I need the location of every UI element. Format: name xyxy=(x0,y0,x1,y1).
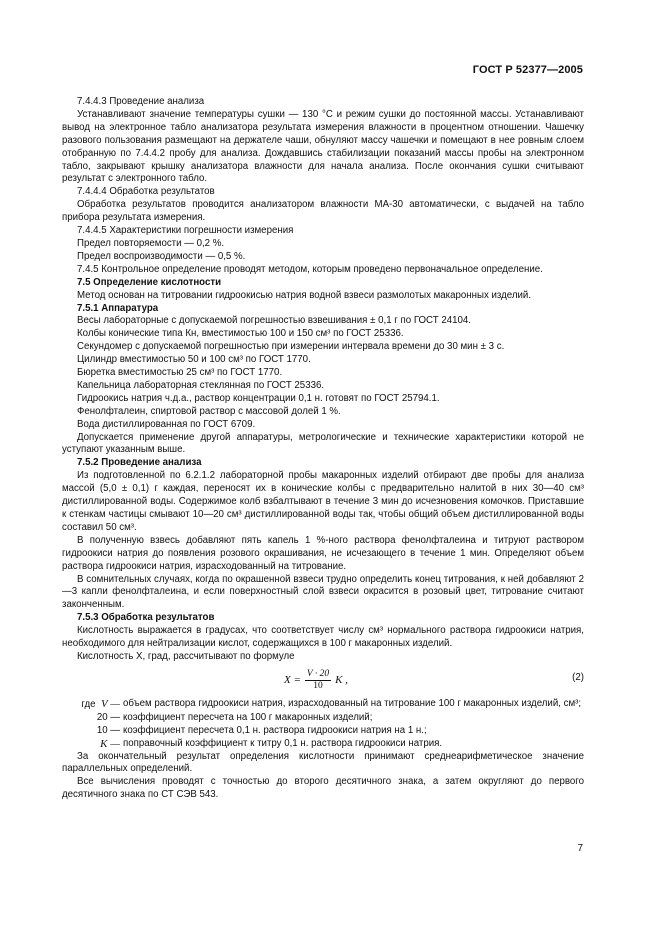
equipment-item: Вода дистиллированная по ГОСТ 6709. xyxy=(77,418,256,430)
where-item xyxy=(62,698,584,712)
formula-lhs: X = xyxy=(284,673,301,686)
paragraph: Предел повторяемости — 0,2 %. xyxy=(77,237,225,249)
paragraph: В полученную взвесь добавляют пять капель 1 %-ного раствора фенолфталеина и титруют раствором гидроокиси натрия до появления розового окрашивания, не исчезающего в течение 1 мин. Определяют объем раствора гидроокиси натрия, израсходованный на титрование. xyxy=(62,534,584,572)
paragraph: Из подготовленной по 6.2.1.2 лабораторной пробы макаронных изделий отбирают две пробы для анализа массой (5,0 ± 0,1) г каждая, переносят их в конические колбы с предварительно налитой в них 30—40 см³ дистиллированной воды. Содержимое колб взбалтывают в течение 3 мин до исчезновения комочков. Приставшие к стенкам частицы смывают 10—20 см³ дистиллированной воды так, чтобы общий объем дистиллированной воды составил 50 см³. xyxy=(62,470,584,533)
section-heading-bold: 7.5.2 Проведение анализа xyxy=(77,457,202,469)
equipment-item: Колбы конические типа Кн, вместимостью 100 и 150 см³ по ГОСТ 25336. xyxy=(77,328,404,340)
where-text: коэффициент пересчета на 100 г макаронных изделий; xyxy=(123,711,373,723)
where-symbol: где V — xyxy=(81,697,120,710)
paragraph: Кислотность X, град, рассчитывают по формуле xyxy=(77,650,295,662)
equipment-item: Гидроокись натрия ч.д.а., раствор концентрации 0,1 н. готовят по ГОСТ 25794.1. xyxy=(77,392,440,404)
equipment-item: Фенолфталеин, спиртовой раствор с массовой долей 1 %. xyxy=(77,405,341,417)
where-text: объем раствора гидроокиси натрия, израсходованный на титрование 100 г макаронных изделий, см³; xyxy=(123,697,582,709)
where-item xyxy=(62,725,584,738)
paragraph: За окончательный результат определения кислотности принимают среднеарифметическое значение параллельных определений. xyxy=(62,750,584,775)
paragraph: Кислотность выражается в градусах, что соответствует числу см³ нормального раствора гидроокиси натрия, необходимого для нейтрализации кислот, содержащихся в 100 г макаронных изделий. xyxy=(62,625,584,650)
equipment-item: Цилиндр вместимостью 50 и 100 см³ по ГОСТ 1770. xyxy=(77,354,311,366)
where-item xyxy=(62,712,584,725)
section-heading-bold: 7.5 Определение кислотности xyxy=(77,276,222,288)
page-number: 7 xyxy=(577,843,583,854)
where-symbol: 10 — xyxy=(96,724,120,736)
section-heading: 7.4.4.5 Характеристики погрешности измерения xyxy=(77,225,294,237)
equipment-item: Секундомер с допускаемой погрешностью при измерении интервала времени до 30 мин ± 3 с. xyxy=(77,341,505,353)
formula-denominator: 10 xyxy=(313,680,323,691)
formula-block xyxy=(62,666,584,696)
standard-header: ГОСТ Р 52377—2005 xyxy=(472,64,583,76)
where-text: поправочный коэффициент к титру 0,1 н. раствора гидроокиси натрия. xyxy=(123,737,443,749)
formula-numerator: V · 20 xyxy=(306,668,330,679)
document-body xyxy=(62,96,584,802)
where-symbol: K — xyxy=(100,737,120,750)
where-item xyxy=(62,738,584,751)
paragraph: Все вычисления проводят с точностью до второго десятичного знака, а затем округляют до первого десятичного знака по СТ СЭВ 543. xyxy=(62,776,584,801)
formula-fraction xyxy=(305,669,331,692)
section-heading: 7.4.4.3 Проведение анализа xyxy=(77,96,205,107)
paragraph: Обработка результатов проводится анализатором влажности МА-30 автоматически, с выдачей на табло прибора результата измерения. xyxy=(62,199,584,224)
paragraph: Метод основан на титровании гидроокисью натрия водной взвеси размолотых макаронных изделий. xyxy=(77,289,532,301)
equipment-item: Бюретка вместимостью 25 см³ по ГОСТ 1770. xyxy=(77,367,283,379)
equation-number: (2) xyxy=(572,671,584,683)
acidity-formula xyxy=(284,669,348,692)
paragraph: Предел воспроизводимости — 0,5 %. xyxy=(77,250,246,262)
where-text: коэффициент пересчета 0,1 н. раствора гидроокиси натрия на 1 н.; xyxy=(123,724,427,736)
formula-rhs: K , xyxy=(335,673,349,686)
paragraph: 7.4.5 Контрольное определение проводят методом, которым проведено первоначальное определение. xyxy=(77,263,543,275)
section-heading: 7.4.4.4 Обработка результатов xyxy=(77,186,215,198)
section-heading-bold: 7.5.1 Аппаратура xyxy=(77,302,159,314)
where-symbol: 20 — xyxy=(96,711,120,723)
equipment-item: Весы лабораторные с допускаемой погрешностью взвешивания ± 0,1 г по ГОСТ 24104. xyxy=(77,315,471,327)
section-heading-bold: 7.5.3 Обработка результатов xyxy=(77,612,215,624)
paragraph: Допускается применение другой аппаратуры, метрологические и технические характеристики которой не уступают указанным выше. xyxy=(62,431,584,456)
paragraph: Устанавливают значение температуры сушки — 130 °С и режим сушки до постоянной массы. Устанавливают вывод на электронное табло анализатора результата измерения влажности в процентном отношении. Чашечку разового пользования размещают на держателе чаши, обнуляют массу чашечки и помещают в нее ровным слоем отобранную по 7.4.4.2 пробу для анализа. Дождавшись стабилизации показаний массы пробы на электронном табло, закрывают крышку анализатора влажности для начала анализа. После окончания сушки считывают результат с электронного табло. xyxy=(62,108,584,185)
paragraph: В сомнительных случаях, когда по окрашенной взвеси трудно определить конец титрования, к ней добавляют 2—3 капли фенолфталеина, и если поверхностный слой взвеси окрасится в розовый цвет, титрование считают законченным. xyxy=(62,573,584,611)
equipment-item: Капельница лабораторная стеклянная по ГОСТ 25336. xyxy=(77,379,325,391)
